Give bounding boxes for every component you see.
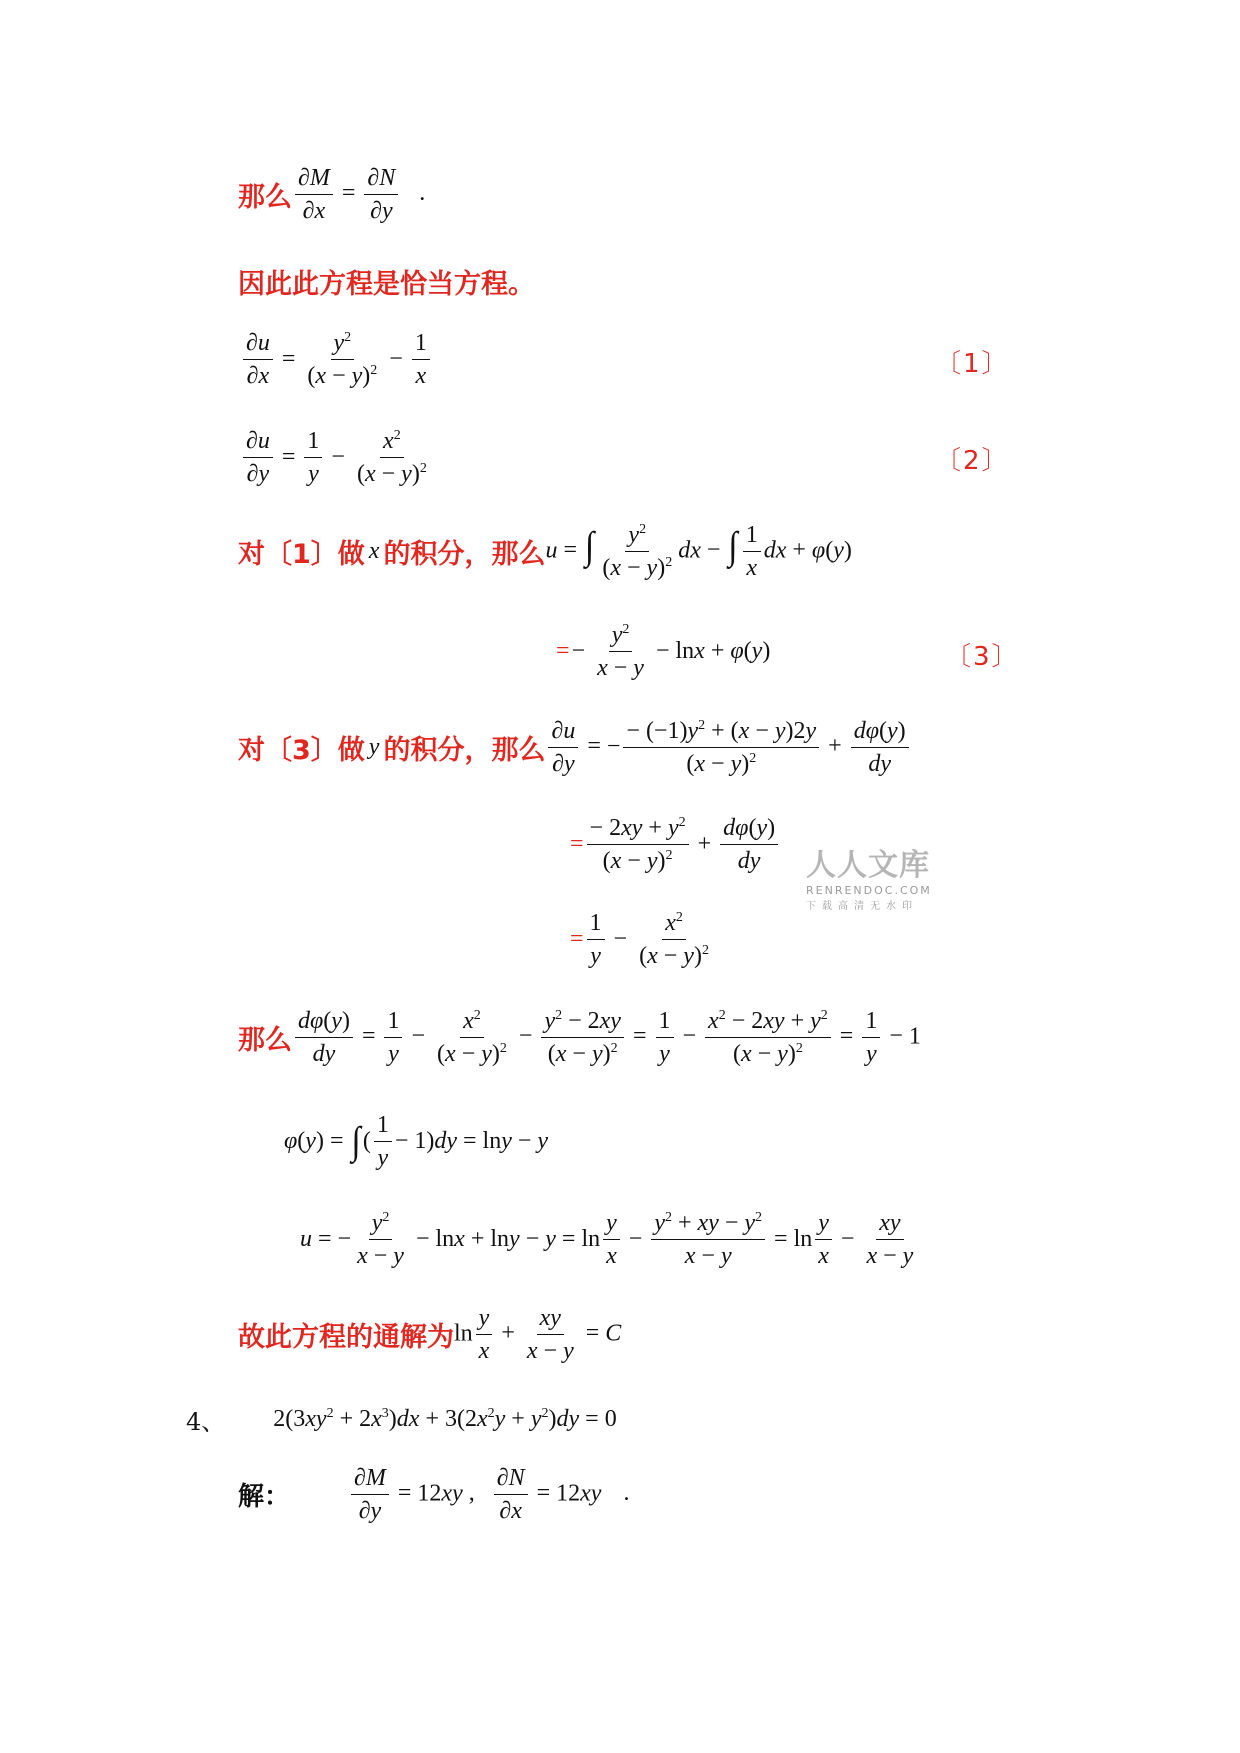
line-1	[238, 165, 425, 225]
watermark-sub: 下载高清无水印	[806, 901, 918, 912]
line-7-mid: 的积分，那么	[383, 735, 546, 767]
problem-number: 4、	[186, 1408, 226, 1436]
line-12: u = − $\frac{y^2}{x - y}$ − ln x + ln y − y = ln $\frac{y}{x}$ − $\frac{y^2 + xy - y^2}{x - y}$ = ln $\frac{y}{x}$ − $\frac{xy}{x - y}$	[300, 1210, 914, 1270]
line-7: 对〔3〕做 y 的积分，那么 $\frac{\partial u}{\partial y}$ = − $\frac{- (-1)y^2 + (x - y)2y}{(x - y)^2}$ + $\frac{d\varphi(y)}{dy}$	[238, 718, 912, 778]
line-15	[238, 1465, 629, 1525]
line-14-math: $2(3xy^2 + 2x^3)dx + 3(2x^2y + y^2)dy = 0$	[273, 1406, 617, 1432]
line-14	[186, 1402, 617, 1437]
line-10-math: $\frac{d\varphi(y)}{dy}$ = $\frac{1}{y}$ − $\frac{x^2}{(x - y)^2}$ − $\frac{y^2 - 2xy}{(x - y)^2}$ = $\frac{1}{y}$ − $\frac{x^2 - 2xy + y^2}{(x - y)^2}$ = $\frac{1}{y}$ − 1	[292, 1008, 921, 1068]
tag-3: 〔3〕	[945, 642, 1020, 672]
line-15-math: $\frac{\partial M}{\partial y}$ = 12xy , $\frac{\partial N}{\partial x}$ = 12xy .	[348, 1465, 629, 1525]
line-5-pre: 对〔1〕做	[238, 539, 365, 571]
line-7-pre: 对〔3〕做	[238, 735, 365, 767]
line-5-mid: 的积分，那么	[383, 539, 546, 571]
line-10	[238, 1008, 921, 1068]
tag-2: 〔2〕	[935, 446, 1010, 476]
line-5: 对〔1〕做 x 的积分，那么 u = ∫ $\frac{y^2}{(x - y)^2}$ dx − ∫ $\frac{1}{x}$ dx + φ(y)	[238, 522, 852, 582]
watermark-title: 人人文库	[806, 848, 930, 883]
watermark-url: RENRENDOC.COM	[806, 884, 932, 897]
line-13-math: ln $\frac{y}{x}$ + $\frac{xy}{x - y}$ = C	[454, 1305, 622, 1365]
line-10-text: 那么	[238, 1025, 292, 1057]
line-5-math: u = ∫ $\frac{y^2}{(x - y)^2}$ dx − ∫ $\frac{1}{x}$ dx + φ(y)	[545, 522, 852, 582]
line-7-math: $\frac{\partial u}{\partial y}$ = − $\frac{- (-1)y^2 + (x - y)2y}{(x - y)^2}$ + $\frac{d\varphi(y)}{dy}$	[545, 718, 911, 778]
line-2-text: 因此此方程是恰当方程。	[238, 269, 535, 300]
line-9: = $\frac{1}{y}$ − $\frac{x^2}{(x - y)^2}$	[570, 910, 709, 970]
line-1-text: 那么	[238, 182, 292, 214]
line-15-text: 解：	[238, 1482, 291, 1513]
line-11: φ ( y ) = ∫ ( $\frac{1}{y}$ − 1) dy = ln y − y	[284, 1112, 549, 1172]
line-8: = $\frac{- 2xy + y^2}{(x - y)^2}$ + $\frac{d\varphi(y)}{dy}$	[570, 815, 781, 875]
watermark	[806, 840, 932, 912]
equation-2: $\frac{\partial u}{\partial y}$ = $\frac{1}{y}$ − $\frac{x^2}{(x - y)^2}$	[240, 428, 433, 488]
tag-1: 〔1〕	[935, 349, 1010, 379]
line-2	[238, 262, 535, 301]
equation-1: $\frac{\partial u}{\partial x}$ = $\frac{y^2}{(x - y)^2}$ − $\frac{1}{x}$	[240, 330, 433, 390]
line-6: = − $\frac{y^2}{x - y}$ − ln x + φ ( y )	[556, 622, 771, 682]
line-1-math: $\frac{\partial M}{\partial x}$ = $\frac{\partial N}{\partial y}$ .	[292, 165, 425, 225]
line-13-text: 故此方程的通解为	[238, 1322, 454, 1354]
line-13	[238, 1305, 621, 1365]
